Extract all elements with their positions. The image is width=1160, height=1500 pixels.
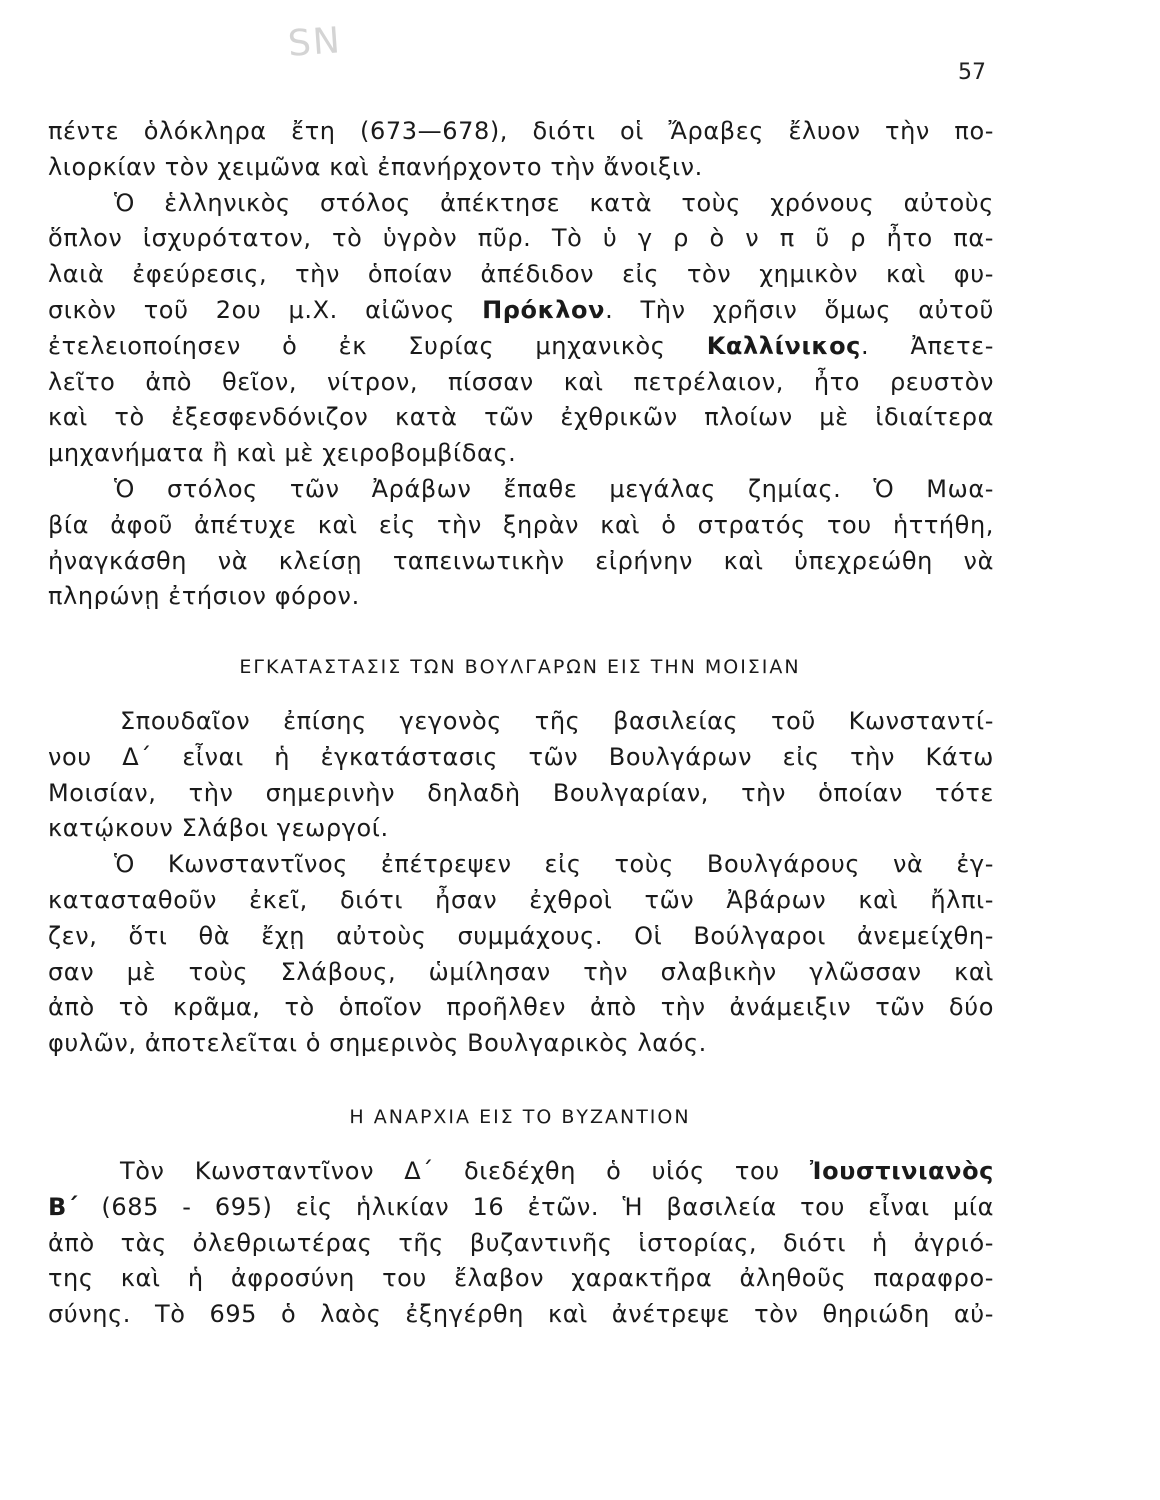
bold-ordinal: Β΄ xyxy=(48,1192,79,1221)
text-run: ἐτελειοποίησεν ὁ ἐκ Συρίας μηχανικὸς xyxy=(48,331,707,360)
bold-name-kallinikos: Καλλίνικος xyxy=(706,331,861,360)
text-line: πληρώνῃ ἐτήσιον φόρον. xyxy=(48,582,360,611)
text-line: λαιὰ ἐφεύρεσις, τὴν ὁποίαν ἀπέδιδον εἰς τὸν χημικὸν καὶ φυ- xyxy=(48,260,994,289)
text-line: κατῴκουν Σλάβοι γεωργοί. xyxy=(48,814,389,843)
text-run: σικὸν τοῦ 2ου μ.Χ. αἰῶνος xyxy=(48,295,483,324)
text-line xyxy=(48,1190,994,1226)
text-line: κατασταθοῦν ἐκεῖ, διότι ἦσαν ἐχθροὶ τῶν Ἀβάρων καὶ ἤλπι- xyxy=(48,885,994,914)
text-run: Τὸν Κωνσταντῖνον Δ΄ διεδέχθη ὁ υἱός του xyxy=(120,1157,810,1185)
text-line: σαν μὲ τοὺς Σλάβους, ὡμίλησαν τὴν σλαβικὴν γλῶσσαν καὶ xyxy=(48,957,994,986)
text-line: Ὁ Κωνσταντῖνος ἐπέτρεψεν εἰς τοὺς Βουλγάρους νὰ ἐγ- xyxy=(114,850,994,879)
section-heading: Η ΑΝΑΡΧΙΑ ΕΙΣ ΤΟ ΒΥΖΑΝΤΙΟΝ xyxy=(349,1106,691,1128)
bold-name-proklos: Πρόκλον xyxy=(482,295,606,324)
text-line: Ὁ στόλος τῶν Ἀράβων ἔπαθε μεγάλας ζημίας. Ὁ Μωα- xyxy=(114,474,994,503)
bold-name-ioustinianos: Ἰουστινιανὸς xyxy=(809,1157,994,1185)
text-run: (685 - 695) εἰς ἡλικίαν 16 ἐτῶν. Ἡ βασιλεία του εἶναι μία xyxy=(78,1192,994,1221)
pencil-mark: SN xyxy=(286,20,344,65)
text-line xyxy=(48,293,994,329)
text-line: φυλῶν, ἀποτελεῖται ὁ σημερινὸς Βουλγαρικὸς λαός. xyxy=(48,1029,707,1058)
text-line: ἠναγκάσθη νὰ κλείσῃ ταπεινωτικὴν εἰρήνην καὶ ὑπεχρεώθη νὰ xyxy=(48,546,994,575)
text-line: ἀπὸ τὰς ὀλεθριωτέρας τῆς βυζαντινῆς ἱστορίας, διότι ἡ ἀγριό- xyxy=(48,1228,994,1257)
text-run: . Τὴν χρῆσιν ὅμως αὐτοῦ xyxy=(605,295,994,324)
text-block-top xyxy=(48,114,994,615)
text-line: Ὁ ἑλληνικὸς στόλος ἀπέκτησε κατὰ τοὺς χρόνους αὐτοὺς xyxy=(114,188,994,217)
section-heading: ΕΓΚΑΤΑΣΤΑΣΙΣ ΤΩΝ ΒΟΥΛΓΑΡΩΝ ΕΙΣ ΤΗΝ ΜΟΙΣΙΑΝ xyxy=(239,656,801,678)
text-line: σύνης. Τὸ 695 ὁ λαὸς ἐξηγέρθη καὶ ἀνέτρεψε τὸν θηριώδη αὐ- xyxy=(48,1300,994,1329)
text-line: ὅπλον ἰσχυρότατον, τὸ ὑγρὸν πῦρ. Τὸ ὑ γ ρ ὸ ν π ῦ ρ ἦτο πα- xyxy=(48,224,994,253)
text-line: ἀπὸ τὸ κρᾶμα, τὸ ὁποῖον προῆλθεν ἀπὸ τὴν ἀνάμειξιν τῶν δύο xyxy=(48,993,994,1022)
page-number: 57 xyxy=(958,60,986,85)
text-line xyxy=(48,1154,994,1190)
text-line: πέντε ὁλόκληρα ἔτη (673—678), διότι οἱ Ἄραβες ἔλυον τὴν πο- xyxy=(48,117,994,145)
text-run: . Ἀπετε- xyxy=(860,331,995,360)
text-line: Σπουδαῖον ἐπίσης γεγονὸς τῆς βασιλείας τοῦ Κωνσταντί- xyxy=(120,707,994,735)
text-line: καὶ τὸ ἐξεσφενδόνιζον κατὰ τῶν ἐχθρικῶν πλοίων μὲ ἰδιαίτερα xyxy=(48,403,994,432)
text-line: νου Δ΄ εἶναι ἡ ἐγκατάστασις τῶν Βουλγάρων εἰς τὴν Κάτω xyxy=(48,742,994,771)
text-line: ζεν, ὅτι θὰ ἔχῃ αὐτοὺς συμμάχους. Οἱ Βούλγαροι ἀνεμείχθη- xyxy=(48,921,994,950)
text-line xyxy=(48,329,994,365)
text-block-bottom xyxy=(48,1154,994,1333)
text-line: λιορκίαν τὸν χειμῶνα καὶ ἐπανήρχοντο τὴν ἄνοιξιν. xyxy=(48,152,703,181)
text-line: Μοισίαν, τὴν σημερινὴν δηλαδὴ Βουλγαρίαν, τὴν ὁποίαν τότε xyxy=(48,778,994,807)
text-line: βία ἀφοῦ ἀπέτυχε καὶ εἰς τὴν ξηρὰν καὶ ὁ στρατός του ἡττήθη, xyxy=(48,510,994,539)
text-block-middle xyxy=(48,704,994,1062)
text-line: λεῖτο ἀπὸ θεῖον, νίτρον, πίσσαν καὶ πετρέλαιον, ἦτο ρευστὸν xyxy=(48,367,994,396)
text-line: της καὶ ἡ ἀφροσύνη του ἔλαβον χαρακτῆρα ἀληθοῦς παραφρο- xyxy=(48,1264,994,1293)
text-line: μηχανήματα ἢ καὶ μὲ χειροβομβίδας. xyxy=(48,439,517,468)
